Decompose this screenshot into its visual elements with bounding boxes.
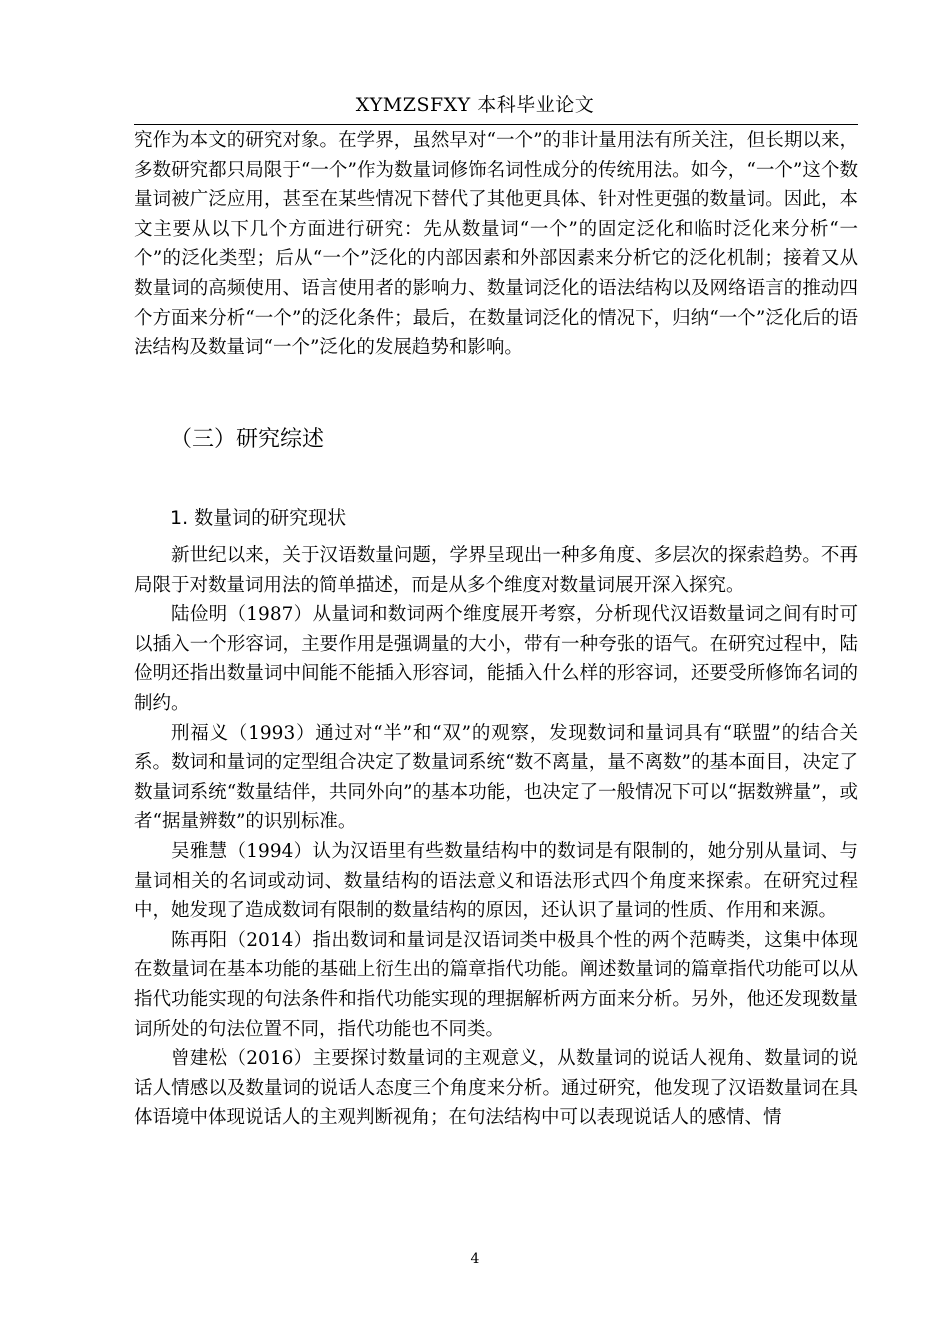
header-divider	[134, 124, 858, 125]
running-header: XYMZSFXY 本科毕业论文	[355, 94, 595, 116]
body-paragraph: 曾建松（2016）主要探讨数量词的主观意义，从数量词的说话人视角、数量词的说话人情感以及数量词的说话人态度三个角度来分析。通过研究，他发现了汉语数量词在具体语境中体现说话人的主观判断视角；在句法结构中可以表现说话人的感情、情	[134, 1048, 858, 1129]
subsection-heading: 1. 数量词的研究现状	[170, 507, 347, 529]
body-paragraph: 吴雅慧（1994）认为汉语里有些数量结构中的数词是有限制的，她分别从量词、与量词相关的名词或动词、数量结构的语法意义和语法形式四个角度来探索。在研究过程中，她发现了造成数词有限制的数量结构的原因，还认识了量词的性质、作用和来源。	[134, 840, 858, 922]
body-paragraphs	[134, 541, 858, 1133]
body-paragraph: 陈再阳（2014）指出数词和量词是汉语词类中极具个性的两个范畴类，这集中体现在数量词在基本功能的基础上衍生出的篇章指代功能。阐述数量词的篇章指代功能可以从指代功能实现的句法条件和指代功能实现的理据解析两方面来分析。另外，他还发现数量词所处的句法位置不同，指代功能也不同类。	[134, 929, 858, 1040]
intro-paragraph-block	[134, 126, 858, 363]
body-paragraph: 刑福义（1993）通过对“半”和“双”的观察，发现数词和量词具有“联盟”的结合关系。数词和量词的定型组合决定了数量词系统“数不离量，量不离数”的基本面目，决定了数量词系统“数量结伴，共同外向”的基本功能，也决定了一般情况下可以“据数辨量”，或者“据量辨数”的识别标准。	[134, 722, 858, 833]
section-heading: （三）研究综述	[170, 427, 325, 452]
intro-paragraph: 究作为本文的研究对象。在学界，虽然早对“一个”的非计量用法有所关注，但长期以来，多数研究都只局限于“一个”作为数量词修饰名词性成分的传统用法。如今，“一个”这个数量词被广泛应用，甚至在某些情况下替代了其他更具体、针对性更强的数量词。因此，本文主要从以下几个方面进行研究：先从数量词“一个”的固定泛化和临时泛化来分析“一个”的泛化类型；后从“一个”泛化的内部因素和外部因素来分析它的泛化机制；接着又从数量词的高频使用、语言使用者的影响力、数量词泛化的语法结构以及网络语言的推动四个方面来分析“一个”的泛化条件；最后，在数量词泛化的情况下，归纳“一个”泛化后的语法结构及数量词“一个”泛化的发展趋势和影响。	[134, 130, 858, 359]
body-paragraph: 新世纪以来，关于汉语数量问题，学界呈现出一种多角度、多层次的探索趋势。不再局限于对数量词用法的简单描述，而是从多个维度对数量词展开深入探究。	[134, 545, 858, 596]
body-paragraph: 陆俭明（1987）从量词和数词两个维度展开考察，分析现代汉语数量词之间有时可以插入一个形容词，主要作用是强调量的大小，带有一种夸张的语气。在研究过程中，陆俭明还指出数量词中间能不能插入形容词，能插入什么样的形容词，还要受所修饰名词的制约。	[134, 604, 858, 714]
page-number: 4	[470, 1251, 480, 1267]
